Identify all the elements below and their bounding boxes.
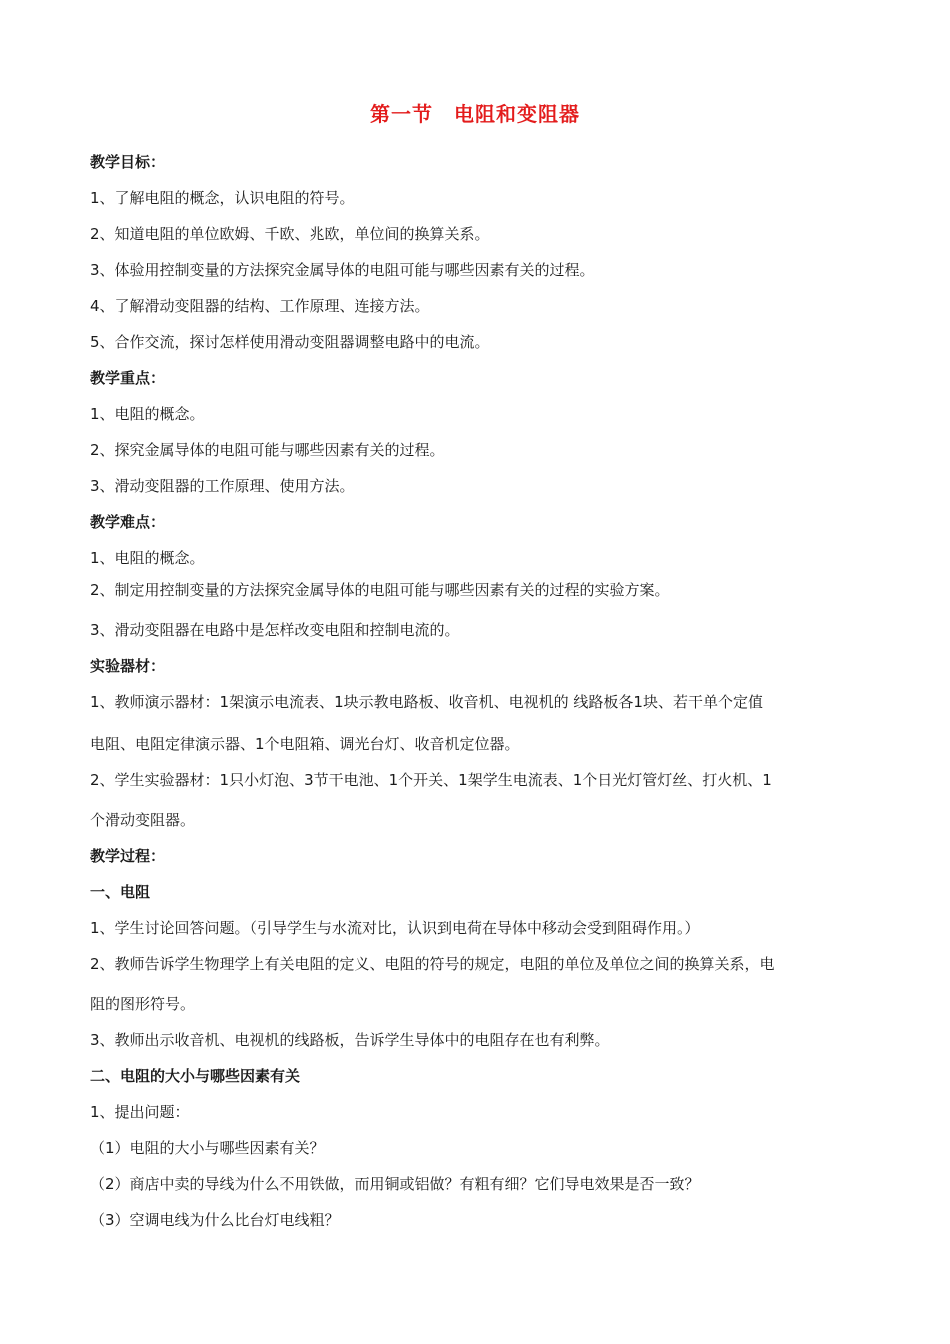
key-point-1: 1、电阻的概念。 bbox=[90, 405, 205, 423]
question-2: （2）商店中卖的导线为什么不用铁做，而用铜或铝做？有粗有细？它们导电效果是否一致？ bbox=[90, 1175, 700, 1193]
section-1-item-3: 3、教师出示收音机、电视机的线路板，告诉学生导体中的电阻存在也有利弊。 bbox=[90, 1031, 610, 1049]
section-1-item-1: 1、学生讨论回答问题。（引导学生与水流对比，认识到电荷在导体中移动会受到阻碍作用。） bbox=[90, 919, 700, 937]
section-1-heading: 一、电阻 bbox=[90, 883, 151, 901]
equipment-teacher-line2: 电阻、电阻定律演示器、1个电阻箱、调光台灯、收音机定位器。 bbox=[90, 735, 520, 753]
section-2-heading: 二、电阻的大小与哪些因素有关 bbox=[90, 1067, 301, 1085]
section-1-item-2-line1: 2、教师告诉学生物理学上有关电阻的定义、电阻的符号的规定，电阻的单位及单位之间的换算关系，电 bbox=[90, 955, 775, 973]
document-title: 第一节 电阻和变阻器 bbox=[370, 102, 580, 126]
key-point-3: 3、滑动变阻器的工作原理、使用方法。 bbox=[90, 477, 355, 495]
difficulty-2: 2、制定用控制变量的方法探究金属导体的电阻可能与哪些因素有关的过程的实验方案。 bbox=[90, 581, 670, 599]
goal-1: 1、了解电阻的概念，认识电阻的符号。 bbox=[90, 189, 355, 207]
equipment-student-line2: 个滑动变阻器。 bbox=[90, 811, 196, 829]
goal-5: 5、合作交流，探讨怎样使用滑动变阻器调整电路中的电流。 bbox=[90, 333, 490, 351]
heading-difficulties: 教学难点： bbox=[90, 513, 166, 531]
section-1-item-2-line2: 阻的图形符号。 bbox=[90, 995, 196, 1013]
heading-key-points: 教学重点： bbox=[90, 369, 166, 387]
heading-equipment: 实验器材： bbox=[90, 657, 166, 675]
goal-3: 3、体验用控制变量的方法探究金属导体的电阻可能与哪些因素有关的过程。 bbox=[90, 261, 595, 279]
equipment-teacher-line1: 1、教师演示器材：1架演示电流表、1块示教电路板、收音机、电视机的 线路板各1块、若干单个定值 bbox=[90, 693, 763, 711]
question-1: （1）电阻的大小与哪些因素有关？ bbox=[90, 1139, 325, 1157]
section-2-item-1: 1、提出问题： bbox=[90, 1103, 190, 1121]
goal-4: 4、了解滑动变阻器的结构、工作原理、连接方法。 bbox=[90, 297, 430, 315]
goal-2: 2、知道电阻的单位欧姆、千欧、兆欧，单位间的换算关系。 bbox=[90, 225, 490, 243]
difficulty-1: 1、电阻的概念。 bbox=[90, 549, 205, 567]
question-3: （3）空调电线为什么比台灯电线粗？ bbox=[90, 1211, 340, 1229]
heading-teaching-goals: 教学目标： bbox=[90, 153, 166, 171]
heading-process: 教学过程： bbox=[90, 847, 166, 865]
equipment-student-line1: 2、学生实验器材：1只小灯泡、3节干电池、1个开关、1架学生电流表、1个日光灯管灯丝、打火机、1 bbox=[90, 771, 772, 789]
difficulty-3: 3、滑动变阻器在电路中是怎样改变电阻和控制电流的。 bbox=[90, 621, 460, 639]
key-point-2: 2、探究金属导体的电阻可能与哪些因素有关的过程。 bbox=[90, 441, 445, 459]
